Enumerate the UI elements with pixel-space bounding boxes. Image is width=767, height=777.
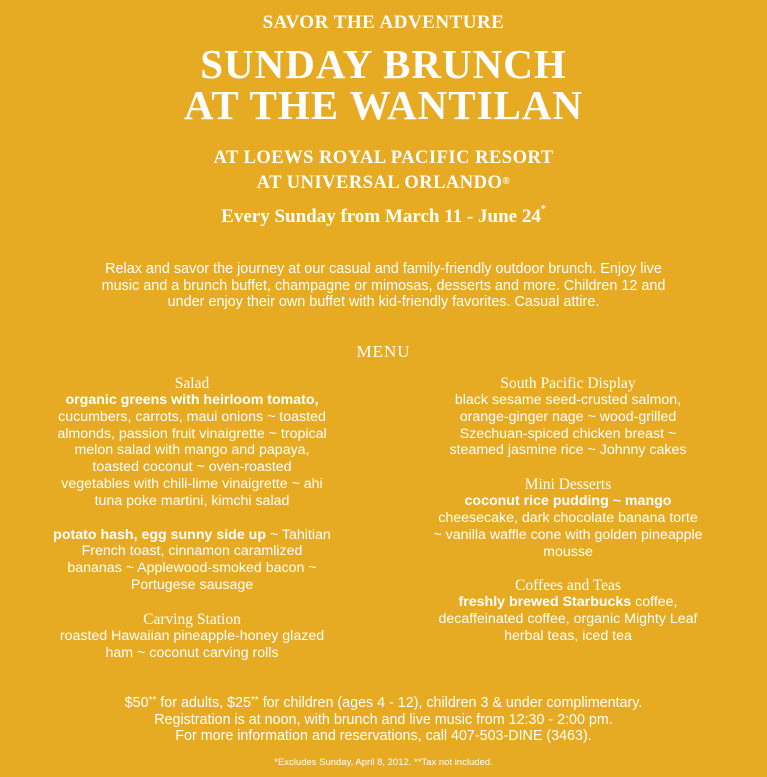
menu-line: toasted coconut ~ oven-roasted (92, 459, 292, 476)
intro-paragraph (62, 261, 705, 311)
hot-lead-rest: ~ Tahitian (266, 526, 331, 543)
salad-lead: organic greens with heirloom tomato, (65, 392, 319, 408)
pricing-text: for children (ages 4 - 12), children 3 & under complimentary. (258, 695, 643, 711)
registered-mark: ® (502, 176, 511, 187)
section-title-carving: Carving Station (143, 610, 241, 628)
menu-line: orange-ginger nage ~ wood-grilled (459, 408, 677, 425)
menu-line: black sesame seed-crusted salmon, (454, 392, 682, 408)
dates-footnote-mark: * (540, 204, 546, 215)
venue-line-1: AT LOEWS ROYAL PACIFIC RESORT (213, 148, 554, 168)
menu-heading: MENU (356, 342, 411, 361)
pricing-line (0, 695, 767, 712)
menu-line: melon salad with mango and papaya, (74, 442, 310, 459)
menu-line: herbal teas, iced tea (504, 627, 632, 644)
menu-line: cucumbers, carrots, maui onions ~ toasted (58, 408, 326, 425)
menu-line: decaffeinated coffee, organic Mighty Leaf (438, 611, 698, 628)
venue (0, 146, 767, 196)
pricing-info (0, 695, 767, 745)
menu-line: bananas ~ Applewood-smoked bacon ~ (67, 560, 317, 577)
tax-mark: ** (250, 695, 259, 706)
hot-dishes-lead (42, 527, 342, 544)
section-title-coffees: Coffees and Teas (515, 577, 621, 595)
coffees-lead-rest: coffee, (631, 594, 678, 611)
menu-line: ~ vanilla waffle cone with golden pineapple (433, 526, 703, 543)
intro-line: under enjoy their own buffet with kid-friendly favorites. Casual attire. (167, 294, 600, 310)
section-title-south-pacific: South Pacific Display (500, 375, 636, 392)
menu-line: vegetables with chili-lime vinaigrette ~ ahi (61, 475, 323, 492)
event-dates-text: Every Sunday from March 11 - June 24 (221, 206, 541, 227)
registration-line: Registration is at noon, with brunch and live music from 12:30 - 2:00 pm. (154, 711, 613, 728)
pricing-text: for adults, $25 (156, 695, 251, 711)
menu-line: cheesecake, dark chocolate banana torte (438, 509, 698, 526)
section-title-salad: Salad (174, 375, 210, 392)
menu-line: Portugese sausage (130, 576, 254, 593)
menu-line: Szechuan-spiced chicken breast ~ (459, 425, 677, 442)
footnote: *Excludes Sunday, April 8, 2012. **Tax not included. (274, 757, 493, 768)
section-title-desserts: Mini Desserts (524, 476, 612, 494)
menu-line: ham ~ coconut carving rolls (105, 644, 279, 661)
title-line-2: AT THE WANTILAN (183, 82, 584, 128)
menu-line: roasted Hawaiian pineapple-honey glazed (59, 627, 325, 644)
event-dates (0, 206, 767, 228)
hot-lead-bold: potato hash, egg sunny side up (53, 526, 266, 543)
tax-mark: ** (148, 695, 157, 706)
menu-column-left (42, 375, 342, 661)
intro-line: music and a brunch buffet, champagne or mimosas, desserts and more. Children 12 and (101, 277, 666, 294)
title-line-1: SUNDAY BRUNCH (200, 41, 567, 87)
adult-price: $50 (124, 695, 149, 711)
menu-line: steamed jasmine rice ~ Johnny cakes (449, 442, 687, 459)
menu-line: almonds, passion fruit vinaigrette ~ tropical (57, 425, 327, 442)
menu-line: mousse (543, 543, 593, 560)
coffees-lead-bold: freshly brewed Starbucks (458, 594, 632, 611)
menu-line: French toast, cinnamon caramlized (81, 543, 303, 560)
desserts-lead: coconut rice pudding ~ mango (464, 493, 672, 510)
venue-line-2 (0, 171, 767, 196)
coffees-lead (418, 594, 718, 611)
page-title (0, 41, 767, 128)
venue-line-2-text: AT UNIVERSAL ORLANDO (256, 173, 503, 193)
menu-line: tuna poke martini, kimchi salad (94, 492, 290, 509)
intro-line: Relax and savor the journey at our casual and family-friendly outdoor brunch. Enjoy live (105, 261, 662, 277)
tagline: SAVOR THE ADVENTURE (262, 12, 505, 33)
reservations-line: For more information and reservations, call 407-503-DINE (3463). (175, 728, 592, 745)
menu-column-right (418, 375, 718, 645)
